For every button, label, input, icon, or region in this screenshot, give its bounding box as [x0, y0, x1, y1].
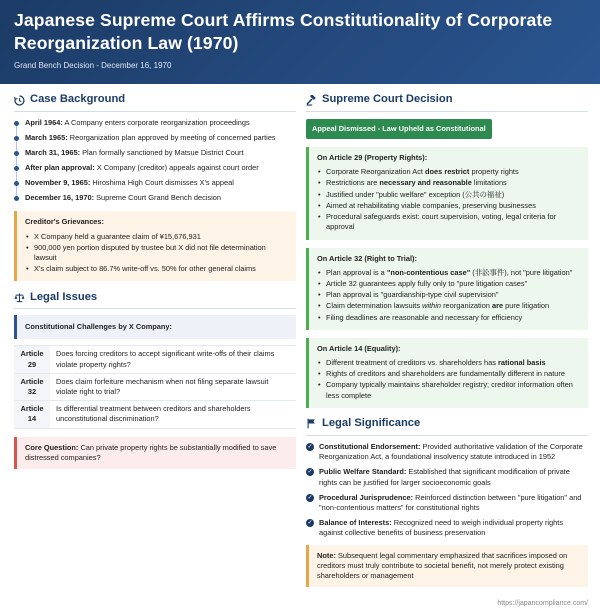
core-question-text: Can private property rights be substantially modified to save distressed companies?: [25, 442, 277, 462]
significance-item: ✓ Constitutional Endorsement: Provided authoritative validation of the Corporate Reorganization Act, a foundational insolvency statute introduced in 1952: [307, 441, 583, 462]
core-question-label: Core Question:: [25, 442, 79, 452]
significance-heading: [306, 416, 588, 436]
core-question-box: [14, 437, 296, 469]
case-background-heading: [14, 92, 296, 112]
page-subtitle: Grand Bench Decision - December 16, 1970: [14, 60, 172, 70]
list-item: • Rights of creditors and shareholders are fundamentally different in nature: [317, 369, 580, 379]
note-box: [306, 545, 588, 588]
timeline-item: April 1964: A Company enters corporate reorganization proceedings: [25, 118, 296, 128]
article-cell: Article 14: [14, 401, 50, 428]
table-row: [14, 401, 296, 428]
table-row: [14, 346, 296, 373]
timeline-dot: [14, 196, 19, 201]
legal-issues-title: Legal Issues: [30, 290, 98, 303]
article-32-title: On Article 32 (Right to Trial):: [317, 253, 417, 263]
timeline-dot: [14, 121, 19, 126]
timeline: [14, 118, 296, 203]
list-item: • 900,000 yen portion disputed by trustee but X did not file determination lawsuit: [25, 243, 288, 263]
timeline-item: March 31, 1965: Plan formally sanctioned by Matsue District Court: [25, 148, 296, 158]
question-cell: Does claim forfeiture mechanism when not filing separate lawsuit violate right to trial?: [50, 373, 296, 400]
question-cell: Does forcing creditors to accept significant write-offs of their claims violate property rights?: [50, 346, 296, 373]
timeline-item: December 16, 1970: Supreme Court Grand Bench decision: [25, 193, 296, 203]
page-title: Japanese Supreme Court Affirms Constitutionality of Corporate Reorganization Law (1970): [14, 10, 553, 53]
grievances-box: [14, 211, 296, 281]
article-14-box: [306, 338, 588, 408]
scale-icon: [14, 292, 25, 303]
note-label: Note:: [317, 550, 336, 560]
check-circle-icon: ✓: [307, 494, 313, 501]
history-icon: [14, 95, 25, 106]
list-item: • Company typically maintains shareholder registry; creditor information often less complete: [317, 380, 580, 400]
timeline-dot: [14, 181, 19, 186]
timeline-item: March 1965: Reorganization plan approved by meeting of concerned parties: [25, 133, 296, 143]
list-item: • Different treatment of creditors vs. shareholders has rational basis: [317, 358, 580, 368]
article-32-box: [306, 248, 588, 330]
list-item: • Article 32 guarantees apply fully only to "pure litigation cases": [317, 279, 580, 289]
right-column: [306, 92, 588, 587]
list-item: • Procedural safeguards exist: court supervision, voting, legal criteria for approval: [317, 212, 580, 232]
significance-title: Legal Significance: [322, 417, 421, 430]
significance-item: ✓ Procedural Jurisprudence: Reinforced distinction between "pure litigation" and "non-contentious matters" for constitutional rights: [307, 492, 582, 513]
timeline-dot: [14, 151, 19, 156]
article-29-title: On Article 29 (Property Rights):: [317, 152, 428, 162]
page-header: [0, 0, 600, 84]
flag-icon: [306, 418, 317, 429]
case-background-title: Case Background: [30, 93, 126, 106]
decision-title: Supreme Court Decision: [322, 93, 453, 106]
issues-table: [14, 345, 296, 428]
list-item: • Aimed at rehabilitating viable companies, preserving businesses: [317, 201, 580, 211]
decision-badge: Appeal Dismissed - Law Upheld as Constitutional: [306, 119, 492, 139]
timeline-item: After plan approval: X Company (creditor) appeals against court order: [25, 163, 296, 173]
note-text: Subsequent legal commentary emphasized that sacrifices imposed on creditors must truly contribute to societal benefit, not merely protect existing shareholders or management: [317, 550, 568, 581]
check-circle-icon: ✓: [307, 520, 313, 527]
footer-url: https://japancompliance.com/: [497, 599, 588, 607]
table-row: [14, 373, 296, 400]
question-cell: Is differential treatment between creditors and shareholders unconstitutional discrimination?: [50, 401, 296, 428]
article-cell: Article 32: [14, 373, 50, 400]
issues-header: Constitutional Challenges by X Company:: [14, 315, 296, 339]
article-cell: Article 29: [14, 346, 50, 373]
check-circle-icon: ✓: [307, 469, 313, 476]
left-column: [14, 92, 296, 469]
significance-item: ✓ Public Welfare Standard: Established that significant modification of private rights can be justified for larger socioeconomic goals: [307, 467, 570, 487]
list-item: • Plan approval is "guardianship-type civil supervision": [317, 290, 580, 300]
timeline-dot: [14, 136, 19, 141]
list-item: • X Company held a guarantee claim of ¥15,676,931: [25, 232, 288, 242]
legal-issues-heading: [14, 289, 296, 309]
list-item: • Restrictions are necessary and reasonable limitations: [317, 178, 580, 188]
decision-heading: [306, 92, 588, 112]
article-29-box: [306, 147, 588, 240]
list-item: • X's claim subject to 86.7% write-off vs. 50% for other general claims: [25, 264, 288, 274]
list-item: • Plan approval is a "non-contentious case" (非訟事件), not "pure litigation": [317, 268, 580, 278]
list-item: • Claim determination lawsuits within reorganization are pure litigation: [317, 301, 580, 311]
gavel-icon: [306, 95, 317, 106]
grievances-title: Creditor's Grievances:: [25, 217, 104, 227]
article-14-title: On Article 14 (Equality):: [317, 343, 401, 353]
timeline-item: November 9, 1965: Hiroshima High Court dismisses X's appeal: [25, 178, 296, 188]
timeline-dot: [14, 166, 19, 171]
list-item: • Justified under "public welfare" exception (公共の福祉): [317, 190, 580, 200]
list-item: • Corporate Reorganization Act does restrict property rights: [317, 167, 580, 177]
list-item: • Filing deadlines are reasonable and necessary for efficiency: [317, 313, 580, 323]
significance-item: ✓ Balance of Interests: Recognized need to weigh individual property rights against collective benefits of business preservation: [307, 518, 564, 538]
check-circle-icon: ✓: [307, 443, 313, 450]
